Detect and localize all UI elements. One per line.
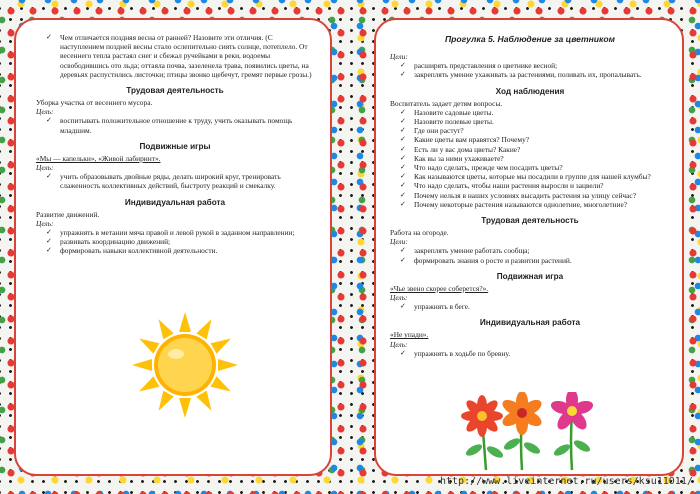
list-item: ✓ расширять представления о цветнике весной; xyxy=(400,61,670,70)
intro-question: ✓ Чем отличается поздняя весна от ранней? Назовите эти отличия. (С наступлением поздней весны стало ослепительно сиять солнце, потеплело. От весеннего тепла растаял снег и сбежал ручейками в реки, водоемы освободившись ото льда; оттаяла почва, зазеленела трава, появились цветы, на деревьях распустились листочки; птицы звонко щебечут, гремят первые грозы.) xyxy=(46,33,314,79)
right-labor-text: Работа на огороде. xyxy=(390,228,449,238)
list-item: ✓ Назовите полевые цветы. xyxy=(400,117,670,126)
left-individual-heading: Индивидуальная работа xyxy=(124,197,226,207)
intro-list xyxy=(36,33,314,79)
list-item: ✓ Почему нельзя в наших условиях высадить растения на улицу сейчас? xyxy=(400,191,670,200)
list-item: ✓ учить образовывать двойные ряды, делать широкий круг, тренировать слаженность коллективных действий, быстроту реакций и смекалку. xyxy=(46,172,314,190)
list-item: ✓ упражнять в ходьбе по бревну. xyxy=(400,349,670,358)
list-item: ✓ Почему некоторые растения называются однолетние, многолетние? xyxy=(400,200,670,209)
list-item: ✓ формировать навыки коллективной деятельности. xyxy=(46,246,314,255)
flower-red xyxy=(461,395,503,437)
list-item: ✓ упражнять в метании мяча правой и левой рукой в заданном направлении; xyxy=(46,228,314,237)
watermark-url: http://www.liveinternet.ru/users/ksu11011/ xyxy=(440,476,693,487)
sun-illustration xyxy=(130,310,240,420)
list-item: ✓ упражнять в беге. xyxy=(400,302,670,311)
list-item: ✓ развивать координацию движений; xyxy=(46,237,314,246)
left-games-goals xyxy=(36,172,314,190)
left-individual-text: Развитие движений. xyxy=(36,209,100,219)
right-individual-heading: Индивидуальная работа xyxy=(479,318,581,328)
left-games-goal-label: Цель: xyxy=(36,163,54,173)
right-page xyxy=(374,18,684,476)
observation-questions xyxy=(390,108,670,209)
flower-orange xyxy=(500,392,544,435)
right-individual-goal-label: Цель: xyxy=(390,339,408,349)
right-game-text: «Чье звено скорее соберется?». xyxy=(390,283,489,293)
right-labor-goals xyxy=(390,246,670,264)
flowers-illustration xyxy=(460,392,600,472)
right-game-heading: Подвижная игра xyxy=(496,271,564,281)
right-goals xyxy=(390,61,670,79)
left-labor-goals xyxy=(36,116,314,134)
right-labor-heading: Трудовая деятельность xyxy=(481,216,579,226)
left-labor-heading: Трудовая деятельность xyxy=(126,86,224,96)
list-item: ✓ Как называются цветы, которые мы посадили в группе для нашей клумбы? xyxy=(400,172,670,181)
right-goals-label: Цели: xyxy=(390,52,408,61)
list-item: ✓ Какие цветы вам нравятся? Почему? xyxy=(400,135,670,144)
right-game-goals xyxy=(390,302,670,311)
left-games-text: «Мы — капельки», «Живой лабиринт». xyxy=(36,153,161,163)
observation-heading: Ход наблюдения xyxy=(495,86,565,96)
list-item: ✓ Где они растут? xyxy=(400,126,670,135)
observation-intro: Воспитатель задает детям вопросы. xyxy=(390,98,503,108)
left-individual-goal-label: Цель: xyxy=(36,218,54,228)
right-individual-goals xyxy=(390,349,670,358)
left-individual-goals xyxy=(36,228,314,256)
list-item: ✓ закреплять умение ухаживать за растениями, поливать их, пропалывать. xyxy=(400,70,670,79)
right-individual-text: «Не упади». xyxy=(390,330,429,340)
left-page xyxy=(14,18,332,476)
list-item: ✓ Что надо сделать, прежде чем посадить цветы? xyxy=(400,163,670,172)
list-item: ✓ Как вы за ними ухаживаете? xyxy=(400,154,670,163)
left-labor-text: Уборка участка от весеннего мусора. xyxy=(36,98,153,108)
list-item: ✓ Есть ли у вас дома цветы? Какие? xyxy=(400,145,670,154)
right-game-goal-label: Цель: xyxy=(390,293,408,303)
right-labor-goal-label: Цели: xyxy=(390,237,408,247)
list-item: ✓ формировать знания о росте и развитии растений. xyxy=(400,256,670,265)
left-games-heading: Подвижные игры xyxy=(139,141,211,151)
list-item: ✓ Что надо сделать, чтобы наши растения выросли и зацвели? xyxy=(400,181,670,190)
list-item: ✓ воспитывать положительное отношение к труду, учить оказывать помощь младшим. xyxy=(46,116,314,134)
page-title: Прогулка 5. Наблюдение за цветником xyxy=(444,34,616,44)
list-item: ✓ Назовите садовые цветы. xyxy=(400,108,670,117)
list-item: ✓ закреплять умение работать сообща; xyxy=(400,246,670,255)
left-labor-goal-label: Цель: xyxy=(36,107,54,117)
